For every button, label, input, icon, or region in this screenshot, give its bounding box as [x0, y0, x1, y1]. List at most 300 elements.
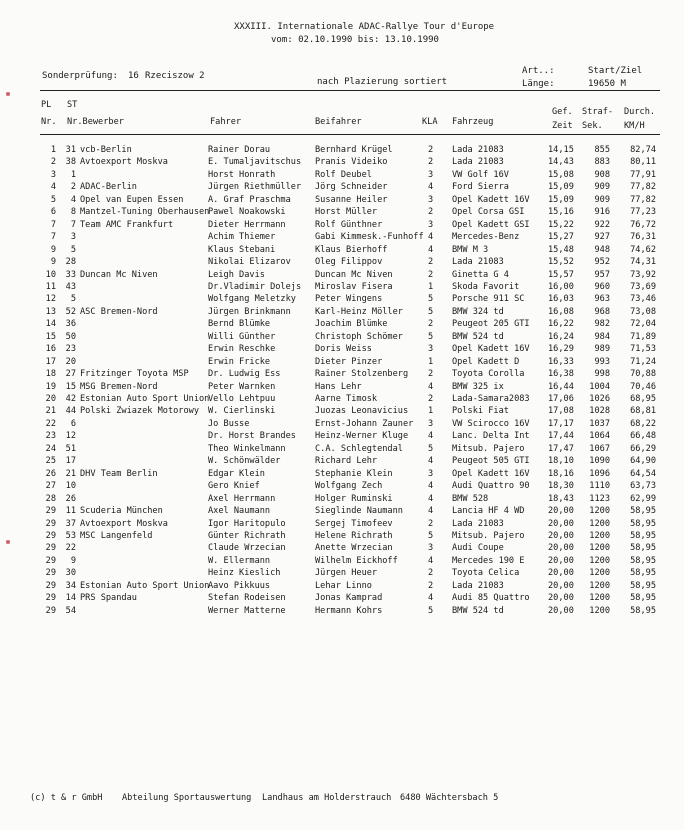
cell-sek: 909	[594, 182, 610, 193]
cell-bewerber: Avtoexport Moskva	[80, 518, 168, 529]
cell-st: 9	[70, 555, 76, 566]
cell-zeit: 14,43	[548, 157, 574, 168]
cell-pl: 29	[45, 506, 56, 517]
cell-pl: 29	[45, 593, 56, 604]
cell-pl: 26	[45, 468, 56, 479]
table-row	[0, 555, 684, 568]
cell-st: 28	[65, 257, 76, 268]
cell-fahrzeug: Mercedes 190 E	[452, 555, 525, 566]
cell-beifahrer: Heinz-Werner Kluge	[315, 431, 409, 442]
cell-fahrer: Axel Herrmann	[208, 493, 276, 504]
cell-beifahrer: Horst Müller	[315, 207, 378, 218]
cell-fahrer: Dr. Horst Brandes	[208, 431, 296, 442]
cell-fahrzeug: Lancia HF 4 WD	[452, 506, 525, 517]
cell-pl: 25	[45, 456, 56, 467]
cell-kmh: 82,74	[630, 145, 656, 155]
cell-kmh: 71,24	[630, 356, 656, 367]
cell-pl: 27	[45, 481, 56, 492]
cell-fahrer: Nikolai Elizarov	[208, 257, 291, 268]
cell-sek: 982	[594, 319, 610, 330]
cell-kmh: 76,72	[630, 219, 656, 230]
cell-fahrer: Pawel Noakowski	[208, 207, 286, 218]
table-row	[0, 318, 684, 331]
table-row	[0, 281, 684, 294]
cell-fahrzeug: Lada 21083	[452, 257, 504, 268]
cell-fahrzeug: Audi Coupe	[452, 543, 504, 554]
cell-bewerber: Team AMC Frankfurt	[80, 219, 174, 230]
cell-sek: 1200	[589, 555, 610, 566]
cell-fahrer: Peter Warnken	[208, 381, 276, 392]
cell-st: 4	[70, 194, 76, 205]
cell-st: 3	[70, 232, 76, 243]
cell-kmh: 77,82	[630, 194, 656, 205]
cell-fahrzeug: Peugeot 205 GTI	[452, 319, 530, 330]
cell-sek: 963	[594, 294, 610, 305]
cell-sek: 916	[594, 207, 610, 218]
cell-sek: 1096	[589, 468, 610, 479]
cell-pl: 15	[45, 331, 56, 342]
cell-kla: 4	[428, 481, 434, 492]
cell-kla: 3	[428, 468, 434, 479]
cell-sek: 1200	[589, 518, 610, 529]
cell-beifahrer: Pranis Videiko	[315, 157, 388, 168]
cell-zeit: 20,00	[548, 593, 574, 604]
col-fahrzeug: Fahrzeug	[452, 117, 494, 127]
cell-bewerber: DHV Team Berlin	[80, 468, 158, 479]
cell-kla: 2	[428, 568, 434, 579]
cell-st: 15	[65, 381, 76, 392]
table-row	[0, 580, 684, 593]
cell-kla: 4	[428, 182, 434, 193]
footer-copyright: (c) t & r GmbH	[30, 793, 103, 803]
cell-fahrzeug: Opel Corsa GSI	[452, 207, 525, 218]
cell-kla: 2	[428, 319, 434, 330]
cell-bewerber: Fritzinger Toyota MSP	[80, 369, 189, 380]
cell-beifahrer: Doris Weiss	[315, 344, 372, 355]
cell-pl: 13	[45, 306, 56, 317]
cell-zeit: 15,22	[548, 219, 574, 230]
cell-fahrzeug: Mercedes-Benz	[452, 232, 520, 243]
cell-kmh: 76,31	[630, 232, 656, 243]
cell-kla: 1	[428, 356, 434, 367]
cell-kmh: 77,91	[630, 169, 656, 180]
cell-st: 26	[65, 493, 76, 504]
cell-beifahrer: Juozas Leonavicius	[315, 406, 409, 417]
cell-sek: 1200	[589, 530, 610, 541]
table-row	[0, 393, 684, 406]
cell-sek: 908	[594, 169, 610, 180]
cell-fahrzeug: BMW M 3	[452, 244, 489, 255]
cell-fahrzeug: Opel Kadett D	[452, 356, 520, 367]
cell-zeit: 18,43	[548, 493, 574, 504]
cell-kmh: 58,95	[630, 605, 656, 616]
cell-zeit: 20,00	[548, 555, 574, 566]
cell-beifahrer: Hermann Kohrs	[315, 605, 383, 616]
cell-beifahrer: Miroslav Fisera	[315, 281, 393, 292]
cell-beifahrer: Helene Richrath	[315, 530, 393, 541]
cell-bewerber: Estonian Auto Sport Union	[80, 580, 210, 591]
cell-st: 50	[65, 331, 76, 342]
table-row	[0, 194, 684, 207]
table-row	[0, 430, 684, 443]
cell-fahrzeug: Opel Kadett 16V	[452, 344, 530, 355]
cell-beifahrer: Wilhelm Eickhoff	[315, 555, 398, 566]
cell-sek: 957	[594, 269, 610, 280]
cell-pl: 5	[50, 194, 56, 205]
cell-kmh: 74,62	[630, 244, 656, 255]
cell-zeit: 16,22	[548, 319, 574, 330]
cell-beifahrer: Ernst-Johann Zauner	[315, 418, 414, 429]
cell-zeit: 16,44	[548, 381, 574, 392]
table-row	[0, 480, 684, 493]
cell-pl: 4	[50, 182, 56, 193]
cell-fahrzeug: Lada 21083	[452, 145, 504, 155]
cell-kla: 2	[428, 257, 434, 268]
table-row	[0, 144, 684, 157]
cell-fahrer: A. Graf Praschma	[208, 194, 291, 205]
cell-beifahrer: Richard Lehr	[315, 456, 378, 467]
cell-fahrzeug: Mitsub. Pajero	[452, 530, 525, 541]
cell-pl: 9	[50, 257, 56, 268]
cell-fahrzeug: Polski Fiat	[452, 406, 509, 417]
col-nr-bewerber: Nr.Bewerber	[67, 117, 124, 127]
cell-beifahrer: Rolf Günthner	[315, 219, 383, 230]
cell-fahrer: Claude Wrzecian	[208, 543, 286, 554]
cell-kmh: 58,95	[630, 568, 656, 579]
cell-pl: 29	[45, 580, 56, 591]
cell-fahrzeug: BMW 325 ix	[452, 381, 504, 392]
col-fahrer: Fahrer	[210, 117, 242, 127]
col-pl: PL	[41, 100, 52, 110]
cell-kla: 2	[428, 145, 434, 155]
cell-fahrzeug: BMW 528	[452, 493, 489, 504]
cell-fahrer: Axel Naumann	[208, 506, 271, 517]
cell-kmh: 68,81	[630, 406, 656, 417]
cell-zeit: 18,16	[548, 468, 574, 479]
cell-st: 51	[65, 443, 76, 454]
cell-kmh: 58,95	[630, 555, 656, 566]
table-row	[0, 269, 684, 282]
cell-kla: 4	[428, 506, 434, 517]
cell-kmh: 58,95	[630, 506, 656, 517]
table-row	[0, 181, 684, 194]
cell-zeit: 15,48	[548, 244, 574, 255]
col-durch: Durch.	[624, 107, 656, 117]
cell-kla: 3	[428, 418, 434, 429]
cell-bewerber: vcb-Berlin	[80, 145, 132, 155]
cell-st: 37	[65, 518, 76, 529]
cell-st: 42	[65, 394, 76, 404]
cell-st: 54	[65, 605, 76, 616]
cell-kmh: 64,54	[630, 468, 656, 479]
cell-fahrzeug: Toyota Celica	[452, 568, 520, 579]
cell-fahrzeug: Ginetta G 4	[452, 269, 509, 280]
cell-fahrzeug: Opel Kadett GSI	[452, 219, 530, 230]
cell-kmh: 68,95	[630, 394, 656, 404]
cell-st: 31	[65, 145, 76, 155]
cell-kla: 4	[428, 555, 434, 566]
table-row	[0, 505, 684, 518]
cell-kla: 2	[428, 518, 434, 529]
cell-pl: 16	[45, 344, 56, 355]
table-row	[0, 567, 684, 580]
cell-beifahrer: Aarne Timosk	[315, 394, 378, 404]
col-zeit: Zeit	[552, 121, 573, 131]
cell-kla: 3	[428, 219, 434, 230]
cell-kla: 2	[428, 207, 434, 218]
cell-kmh: 58,95	[630, 580, 656, 591]
cell-zeit: 15,09	[548, 182, 574, 193]
cell-fahrzeug: Ford Sierra	[452, 182, 509, 193]
cell-zeit: 17,06	[548, 394, 574, 404]
table-row	[0, 542, 684, 555]
cell-fahrer: Vello Lehtpuu	[208, 394, 276, 404]
cell-zeit: 15,16	[548, 207, 574, 218]
cell-st: 5	[70, 244, 76, 255]
cell-st: 33	[65, 269, 76, 280]
cell-kmh: 63,73	[630, 481, 656, 492]
cell-kla: 5	[428, 294, 434, 305]
cell-bewerber: Scuderia München	[80, 506, 163, 517]
cell-zeit: 20,00	[548, 530, 574, 541]
cell-kla: 2	[428, 394, 434, 404]
cell-sek: 1200	[589, 543, 610, 554]
cell-fahrzeug: Opel Kadett 16V	[452, 468, 530, 479]
footer-city: 6480 Wächtersbach 5	[400, 793, 499, 803]
cell-zeit: 18,10	[548, 456, 574, 467]
cell-pl: 10	[45, 269, 56, 280]
col-sek: Sek.	[582, 121, 603, 131]
cell-beifahrer: Karl-Heinz Möller	[315, 306, 403, 317]
table-row	[0, 493, 684, 506]
cell-kmh: 77,23	[630, 207, 656, 218]
col-straf: Straf-	[582, 107, 614, 117]
cell-st: 1	[70, 169, 76, 180]
cell-fahrer: Gero Knief	[208, 481, 260, 492]
cell-st: 34	[65, 580, 76, 591]
cell-fahrer: Erwin Fricke	[208, 356, 271, 367]
cell-kla: 5	[428, 605, 434, 616]
table-row	[0, 244, 684, 257]
footer-address: Landhaus am Holderstrauch	[262, 793, 392, 803]
cell-fahrer: W. Cierlinski	[208, 406, 276, 417]
cell-kmh: 71,89	[630, 331, 656, 342]
column-header-rule	[40, 134, 660, 135]
cell-zeit: 17,08	[548, 406, 574, 417]
col-kla: KLA	[422, 117, 438, 127]
cell-fahrer: Edgar Klein	[208, 468, 265, 479]
stage-name: Rzeciszow 2	[145, 71, 205, 81]
cell-st: 27	[65, 369, 76, 380]
cell-kmh: 58,95	[630, 543, 656, 554]
cell-bewerber: Duncan Mc Niven	[80, 269, 158, 280]
cell-st: 53	[65, 530, 76, 541]
cell-kmh: 64,90	[630, 456, 656, 467]
cell-fahrzeug: VW Golf 16V	[452, 169, 509, 180]
cell-fahrer: Aavo Pikkuus	[208, 580, 271, 591]
cell-zeit: 20,00	[548, 506, 574, 517]
cell-st: 43	[65, 281, 76, 292]
table-row	[0, 156, 684, 169]
cell-sek: 1064	[589, 431, 610, 442]
art-value: Start/Ziel	[588, 66, 643, 76]
event-dates: vom: 02.10.1990 bis: 13.10.1990	[271, 35, 439, 45]
cell-fahrer: Dr.Vladimir Dolejs	[208, 281, 302, 292]
table-row	[0, 256, 684, 269]
cell-kla: 2	[428, 157, 434, 168]
cell-fahrzeug: Lada 21083	[452, 157, 504, 168]
header-rule	[40, 90, 660, 91]
cell-zeit: 15,52	[548, 257, 574, 268]
col-st: ST	[67, 100, 78, 110]
cell-sek: 883	[594, 157, 610, 168]
table-row	[0, 443, 684, 456]
table-row	[0, 293, 684, 306]
table-row	[0, 455, 684, 468]
cell-bewerber: ASC Bremen-Nord	[80, 306, 158, 317]
cell-kmh: 73,08	[630, 306, 656, 317]
cell-kmh: 66,48	[630, 431, 656, 442]
cell-pl: 14	[45, 319, 56, 330]
cell-fahrzeug: Audi 85 Quattro	[452, 593, 530, 604]
cell-sek: 1200	[589, 580, 610, 591]
cell-pl: 12	[45, 294, 56, 305]
table-row	[0, 206, 684, 219]
cell-pl: 22	[45, 418, 56, 429]
cell-fahrer: Jürgen Riethmüller	[208, 182, 302, 193]
cell-pl: 24	[45, 443, 56, 454]
cell-pl: 11	[45, 281, 56, 292]
cell-kmh: 71,53	[630, 344, 656, 355]
cell-kla: 5	[428, 306, 434, 317]
cell-pl: 17	[45, 356, 56, 367]
cell-kla: 3	[428, 344, 434, 355]
cell-kla: 5	[428, 331, 434, 342]
col-beifahrer: Beifahrer	[315, 117, 362, 127]
cell-kla: 4	[428, 381, 434, 392]
cell-pl: 23	[45, 431, 56, 442]
cell-beifahrer: Jürgen Heuer	[315, 568, 378, 579]
length-value: 19650 M	[588, 79, 626, 89]
cell-sek: 1200	[589, 568, 610, 579]
cell-st: 2	[70, 182, 76, 193]
cell-zeit: 17,44	[548, 431, 574, 442]
cell-sek: 968	[594, 306, 610, 317]
table-row	[0, 605, 684, 618]
cell-kmh: 73,46	[630, 294, 656, 305]
cell-fahrzeug: Lada 21083	[452, 580, 504, 591]
cell-fahrer: Achim Thiemer	[208, 232, 276, 243]
cell-pl: 9	[50, 244, 56, 255]
cell-beifahrer: Susanne Heiler	[315, 194, 388, 205]
cell-fahrer: Leigh Davis	[208, 269, 265, 280]
table-row	[0, 368, 684, 381]
cell-fahrer: W. Schönwälder	[208, 456, 281, 467]
col-kmh: KM/H	[624, 121, 645, 131]
cell-bewerber: Avtoexport Moskva	[80, 157, 168, 168]
cell-kmh: 58,95	[630, 593, 656, 604]
cell-zeit: 16,33	[548, 356, 574, 367]
cell-beifahrer: Sieglinde Naumann	[315, 506, 403, 517]
cell-pl: 1	[50, 145, 56, 155]
cell-sek: 1037	[589, 418, 610, 429]
cell-zeit: 16,24	[548, 331, 574, 342]
cell-beifahrer: C.A. Schlegtendal	[315, 443, 403, 454]
cell-beifahrer: Dieter Pinzer	[315, 356, 383, 367]
cell-zeit: 15,57	[548, 269, 574, 280]
cell-sek: 927	[594, 232, 610, 243]
cell-pl: 20	[45, 394, 56, 404]
cell-pl: 29	[45, 568, 56, 579]
cell-st: 38	[65, 157, 76, 168]
cell-st: 23	[65, 344, 76, 355]
cell-st: 22	[65, 543, 76, 554]
event-title: XXXIII. Internationale ADAC-Rallye Tour d'Europe	[234, 22, 495, 32]
cell-kmh: 77,82	[630, 182, 656, 193]
cell-kla: 4	[428, 244, 434, 255]
cell-zeit: 20,00	[548, 543, 574, 554]
cell-bewerber: PRS Spandau	[80, 593, 137, 604]
cell-bewerber: Polski Zwiazek Motorowy	[80, 406, 199, 417]
cell-sek: 1200	[589, 593, 610, 604]
cell-sek: 1123	[589, 493, 610, 504]
stage-label: Sonderprüfung:	[42, 71, 118, 81]
cell-kmh: 73,69	[630, 281, 656, 292]
stage-number: 16	[128, 71, 139, 81]
cell-kla: 3	[428, 194, 434, 205]
cell-fahrer: Werner Matterne	[208, 605, 286, 616]
table-row	[0, 219, 684, 232]
cell-pl: 7	[50, 219, 56, 230]
cell-sek: 960	[594, 281, 610, 292]
cell-kmh: 66,29	[630, 443, 656, 454]
cell-sek: 1090	[589, 456, 610, 467]
cell-st: 52	[65, 306, 76, 317]
cell-beifahrer: Hans Lehr	[315, 381, 362, 392]
table-row	[0, 592, 684, 605]
sort-note: nach Plazierung sortiert	[317, 77, 448, 87]
cell-fahrzeug: Skoda Favorit	[452, 281, 520, 292]
cell-pl: 7	[50, 232, 56, 243]
table-row	[0, 169, 684, 182]
cell-kla: 3	[428, 543, 434, 554]
cell-sek: 1004	[589, 381, 610, 392]
cell-zeit: 20,00	[548, 518, 574, 529]
cell-kmh: 68,22	[630, 418, 656, 429]
cell-kla: 1	[428, 406, 434, 417]
cell-beifahrer: Gabi Kimmesk.-Funhoff	[315, 232, 424, 243]
cell-kmh: 74,31	[630, 257, 656, 268]
cell-zeit: 18,30	[548, 481, 574, 492]
cell-bewerber: Opel van Eupen Essen	[80, 194, 184, 205]
cell-beifahrer: Stephanie Klein	[315, 468, 393, 479]
cell-st: 11	[65, 506, 76, 517]
cell-beifahrer: Duncan Mc Niven	[315, 269, 393, 280]
cell-zeit: 16,03	[548, 294, 574, 305]
cell-bewerber: MSG Bremen-Nord	[80, 381, 158, 392]
cell-kmh: 73,92	[630, 269, 656, 280]
col-nr: Nr.	[41, 117, 57, 127]
cell-pl: 29	[45, 543, 56, 554]
cell-fahrer: Wolfgang Meletzky	[208, 294, 296, 305]
cell-zeit: 20,00	[548, 605, 574, 616]
cell-pl: 6	[50, 207, 56, 218]
cell-pl: 19	[45, 381, 56, 392]
cell-st: 14	[65, 593, 76, 604]
cell-sek: 998	[594, 369, 610, 380]
cell-bewerber: Mantzel-Tuning Oberhausen	[80, 207, 210, 218]
punch-hole-mark	[6, 92, 10, 96]
